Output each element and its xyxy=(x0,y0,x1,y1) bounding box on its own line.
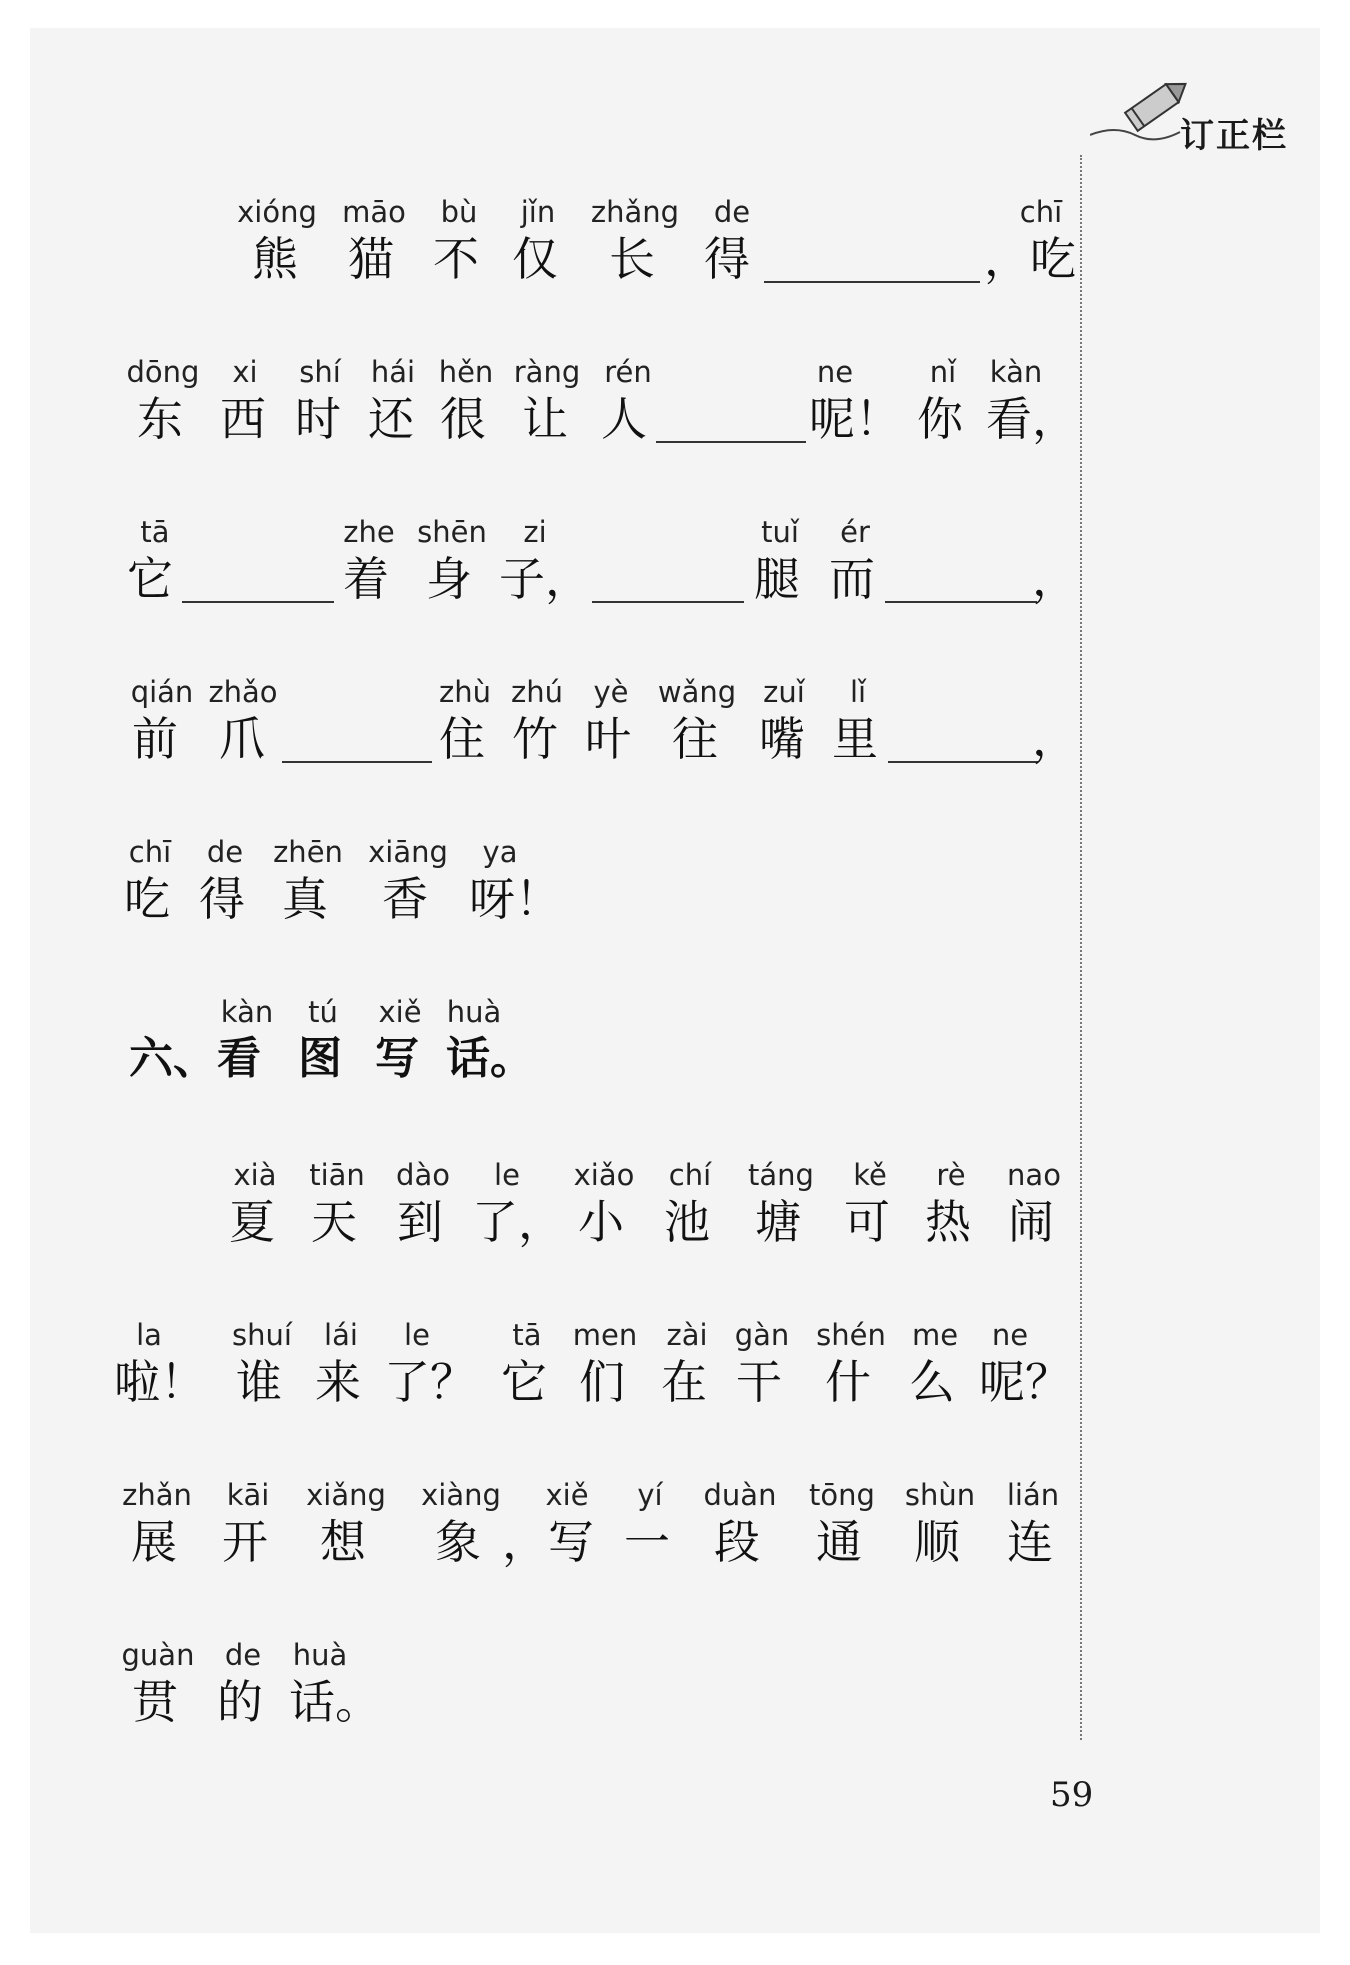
hanzi: 段 xyxy=(714,1515,760,1569)
pinyin: zuǐ xyxy=(763,675,805,709)
hanzi: 来 xyxy=(315,1355,361,1409)
hanzi: 可 xyxy=(844,1195,890,1249)
hanzi: 谁 xyxy=(236,1355,282,1409)
pinyin: me xyxy=(911,1318,959,1352)
fill-blank[interactable] xyxy=(764,281,980,283)
pinyin: tiān xyxy=(309,1158,365,1192)
pinyin: tā xyxy=(512,1318,542,1352)
hanzi: ，写 xyxy=(502,1515,594,1569)
pinyin: chī xyxy=(1019,195,1063,229)
pinyin: ér xyxy=(840,515,870,549)
pinyin: zhǎng xyxy=(590,195,680,229)
text-line-5 xyxy=(0,835,1350,965)
pinyin: le xyxy=(494,1158,520,1192)
pinyin: shén xyxy=(816,1318,886,1352)
pinyin: xiě xyxy=(378,995,422,1029)
hanzi: 连 xyxy=(1007,1515,1053,1569)
hanzi: 想 xyxy=(320,1515,366,1569)
pinyin: táng xyxy=(748,1158,814,1192)
pinyin: hái xyxy=(370,355,416,389)
pinyin: men xyxy=(572,1318,638,1352)
text-line-7 xyxy=(0,1158,1350,1288)
pinyin: de xyxy=(713,195,751,229)
section-title: 六、看 xyxy=(129,1033,261,1084)
hanzi: 在 xyxy=(661,1355,707,1409)
hanzi: 夏 xyxy=(229,1195,275,1249)
hanzi: 而 xyxy=(829,552,875,606)
pinyin: xià xyxy=(233,1158,277,1192)
pinyin: chí xyxy=(668,1158,712,1192)
correction-column-header xyxy=(1090,80,1320,156)
pinyin: tuǐ xyxy=(761,515,799,549)
pinyin: dōng xyxy=(126,355,200,389)
hanzi: 腿 xyxy=(754,552,800,606)
hanzi: 香 xyxy=(382,872,428,926)
pinyin: zhǎn xyxy=(122,1478,192,1512)
hanzi: 住 xyxy=(439,712,485,766)
pinyin: shí xyxy=(299,355,341,389)
hanzi: 呀！ xyxy=(469,872,561,926)
pinyin: xiě xyxy=(545,1478,589,1512)
hanzi: 着 xyxy=(343,552,389,606)
hanzi: 一 xyxy=(624,1515,670,1569)
pinyin: ne xyxy=(991,1318,1029,1352)
pinyin: qián xyxy=(130,675,194,709)
hanzi: ， xyxy=(1032,712,1078,766)
pinyin: lǐ xyxy=(849,675,867,709)
hanzi: 们 xyxy=(579,1355,625,1409)
pinyin: tā xyxy=(140,515,170,549)
hanzi: 呢！ xyxy=(809,392,901,446)
pinyin: kàn xyxy=(220,995,274,1029)
pinyin: ne xyxy=(816,355,854,389)
pinyin: xiǎng xyxy=(306,1478,386,1512)
pinyin: tōng xyxy=(809,1478,875,1512)
hanzi: 小 xyxy=(578,1195,624,1249)
pinyin: zài xyxy=(666,1318,708,1352)
pinyin: jǐn xyxy=(520,195,556,229)
fill-blank[interactable] xyxy=(182,601,334,603)
hanzi: 不 xyxy=(433,232,479,286)
hanzi: 它 xyxy=(501,1355,547,1409)
hanzi: 熊 xyxy=(252,232,298,286)
pinyin: de xyxy=(206,835,244,869)
fill-blank[interactable] xyxy=(888,761,1038,763)
pinyin: nao xyxy=(1007,1158,1061,1192)
pinyin: ya xyxy=(482,835,518,869)
pinyin: duàn xyxy=(703,1478,777,1512)
pinyin: xiàng xyxy=(421,1478,501,1512)
hanzi: 了？ xyxy=(384,1355,476,1409)
hanzi: 贯 xyxy=(132,1675,178,1729)
pinyin: xiāng xyxy=(368,835,448,869)
hanzi: 得 xyxy=(199,872,245,926)
hanzi: 话。 xyxy=(289,1675,381,1729)
pinyin: rén xyxy=(604,355,652,389)
text-line-3 xyxy=(0,515,1350,645)
pinyin: chī xyxy=(128,835,172,869)
pinyin: māo xyxy=(342,195,406,229)
page-number: 59 xyxy=(1050,1775,1094,1815)
hanzi: 什 xyxy=(825,1355,871,1409)
hanzi: 东 xyxy=(137,392,183,446)
pinyin: bù xyxy=(440,195,478,229)
text-line-8 xyxy=(0,1318,1350,1448)
hanzi: 塘 xyxy=(755,1195,801,1249)
hanzi: 展 xyxy=(131,1515,177,1569)
pinyin: xióng xyxy=(237,195,317,229)
pinyin: hěn xyxy=(438,355,494,389)
pinyin: ràng xyxy=(513,355,581,389)
fill-blank[interactable] xyxy=(282,761,432,763)
pinyin: kě xyxy=(853,1158,887,1192)
section-title: 话。 xyxy=(446,1033,534,1084)
hanzi: 热 xyxy=(925,1195,971,1249)
section-6-heading xyxy=(0,995,1350,1125)
hanzi: 吃 xyxy=(124,872,170,926)
hanzi: 真 xyxy=(282,872,328,926)
pinyin: kāi xyxy=(226,1478,270,1512)
pinyin: zhe xyxy=(343,515,395,549)
section-title: 图 xyxy=(298,1033,342,1084)
pinyin: zhú xyxy=(511,675,563,709)
hanzi: 了， xyxy=(472,1195,564,1249)
pinyin: yè xyxy=(593,675,629,709)
pinyin: gàn xyxy=(734,1318,790,1352)
pinyin: shùn xyxy=(904,1478,976,1512)
hanzi: 看， xyxy=(986,392,1078,446)
hanzi: 通 xyxy=(816,1515,862,1569)
fill-blank[interactable] xyxy=(592,601,744,603)
hanzi: 干 xyxy=(736,1355,782,1409)
pinyin: dào xyxy=(396,1158,450,1192)
text-line-2 xyxy=(0,355,1350,485)
pinyin: shēn xyxy=(417,515,487,549)
pinyin: kàn xyxy=(989,355,1043,389)
pinyin: guàn xyxy=(121,1638,195,1672)
hanzi: 么 xyxy=(909,1355,955,1409)
hanzi: ， xyxy=(1032,552,1078,606)
pinyin: wǎng xyxy=(657,675,737,709)
hanzi: 身 xyxy=(426,552,472,606)
hanzi: 啦！ xyxy=(114,1355,206,1409)
hanzi: 爪 xyxy=(219,712,265,766)
pinyin: yí xyxy=(637,1478,663,1512)
pinyin: shuí xyxy=(232,1318,292,1352)
fill-blank[interactable] xyxy=(885,601,1037,603)
hanzi: 时 xyxy=(295,392,341,446)
pinyin: huà xyxy=(292,1638,348,1672)
hanzi: 仅 xyxy=(512,232,558,286)
hanzi: 顺 xyxy=(914,1515,960,1569)
hanzi: 池 xyxy=(664,1195,710,1249)
hanzi: 的 xyxy=(217,1675,263,1729)
hanzi: ，吃 xyxy=(984,232,1076,286)
hanzi: 往 xyxy=(672,712,718,766)
pinyin: lián xyxy=(1006,1478,1060,1512)
hanzi: 开 xyxy=(222,1515,268,1569)
pinyin: huà xyxy=(446,995,502,1029)
hanzi: 西 xyxy=(220,392,266,446)
hanzi: 竹 xyxy=(512,712,558,766)
hanzi: 闹 xyxy=(1008,1195,1054,1249)
text-line-9 xyxy=(0,1478,1350,1608)
hanzi: 子， xyxy=(499,552,591,606)
hanzi: 猫 xyxy=(348,232,394,286)
pinyin: de xyxy=(224,1638,262,1672)
section-title: 写 xyxy=(375,1033,419,1084)
hanzi: 呢？ xyxy=(979,1355,1071,1409)
text-line-10 xyxy=(0,1638,1350,1768)
hanzi: 嘴 xyxy=(759,712,805,766)
pinyin: tú xyxy=(308,995,338,1029)
pinyin: zhēn xyxy=(273,835,343,869)
pinyin: la xyxy=(136,1318,162,1352)
hanzi: 还 xyxy=(368,392,414,446)
text-line-1 xyxy=(0,195,1350,325)
pinyin: zhù xyxy=(439,675,491,709)
pinyin: rè xyxy=(936,1158,966,1192)
hanzi: 长 xyxy=(609,232,655,286)
pinyin: xiǎo xyxy=(573,1158,635,1192)
hanzi: 前 xyxy=(132,712,178,766)
fill-blank[interactable] xyxy=(656,441,806,443)
hanzi: 到 xyxy=(397,1195,443,1249)
hanzi: 里 xyxy=(832,712,878,766)
hanzi: 让 xyxy=(522,392,568,446)
hanzi: 很 xyxy=(440,392,486,446)
hanzi: 人 xyxy=(601,392,647,446)
pinyin: nǐ xyxy=(929,355,957,389)
hanzi: 天 xyxy=(311,1195,357,1249)
pinyin: xi xyxy=(232,355,258,389)
correction-column-title: 订正栏 xyxy=(1180,116,1288,156)
hanzi: 你 xyxy=(917,392,963,446)
hanzi: 它 xyxy=(127,552,173,606)
hanzi: 得 xyxy=(704,232,750,286)
text-line-4 xyxy=(0,675,1350,805)
pinyin: lái xyxy=(324,1318,358,1352)
hanzi: 象 xyxy=(435,1515,481,1569)
pinyin: zhǎo xyxy=(208,675,278,709)
pinyin: zi xyxy=(523,515,547,549)
hanzi: 叶 xyxy=(585,712,631,766)
pinyin: le xyxy=(404,1318,430,1352)
